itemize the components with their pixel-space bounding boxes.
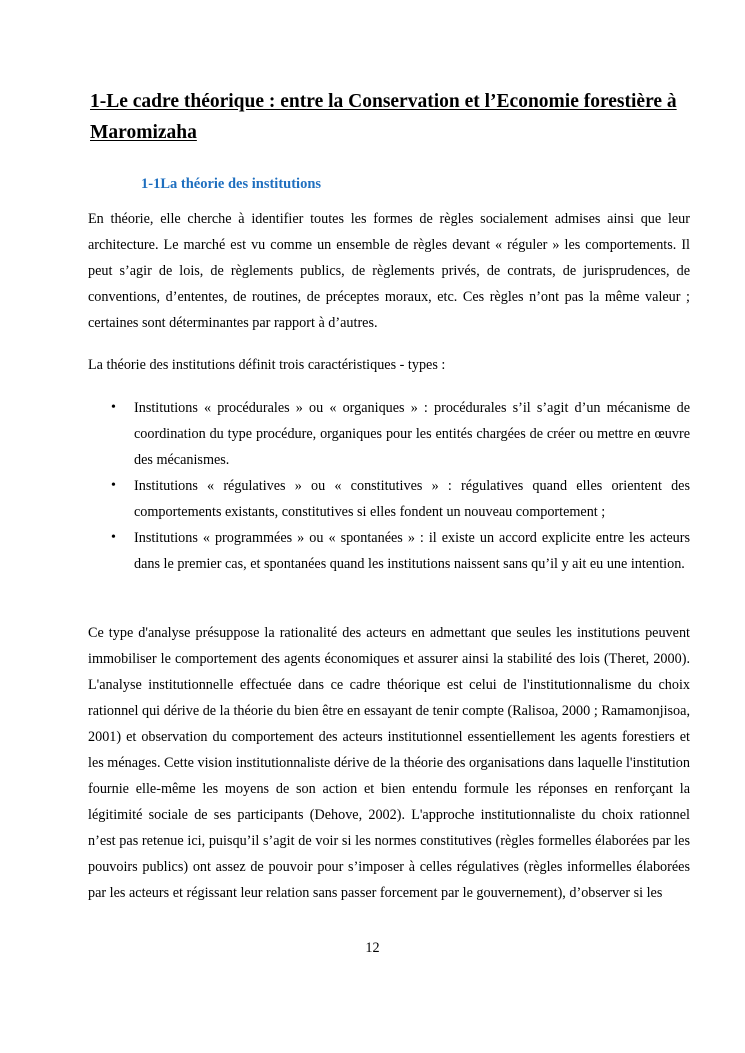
list-item-text: Institutions « procédurales » ou « organiques » : procédurales s’il s’agit d’un mécanisme de coordination du type procédure, organiques pour les entités chargées de créer ou mettre en œuvre des mécanismes. — [134, 400, 690, 468]
bullet-icon: • — [111, 478, 116, 493]
list-item — [88, 473, 690, 525]
paragraph-types-intro: La théorie des institutions définit trois caractéristiques - types : — [88, 357, 446, 373]
bullet-icon: • — [111, 400, 116, 415]
list-item-text: Institutions « régulatives » ou « constitutives » : régulatives quand elles orientent des comportements existants, constitutives si elles fondent un nouveau comportement ; — [134, 478, 690, 520]
list-item — [88, 395, 690, 473]
paragraph-intro: En théorie, elle cherche à identifier toutes les formes de règles socialement admises ainsi que leur architecture. Le marché est vu comme un ensemble de règles devant « réguler » les comportements. Il peut s’agir de lois, de règlements publics, de règlements privés, de contrats, de jurisprudences, de conventions, d’ententes, de routines, de préceptes moraux, etc. Ces règles n’ont pas la même valeur ; certaines sont déterminantes par rapport à d’autres. — [88, 211, 690, 331]
page-number: 12 — [365, 940, 380, 956]
paragraph-analysis: Ce type d'analyse présuppose la rationalité des acteurs en admettant que seules les institutions peuvent immobiliser le comportement des agents économiques et assurer ainsi la stabilité des lois (Theret, 2000). L'analyse institutionnelle effectuée dans ce cadre théorique est celui de l'institutionnalisme du choix rationnel qui dérive de la théorie du bien être en essayant de tenir compte (Ralisoa, 2000 ; Ramamonjisoa, 2001) et observation du comportement des acteurs institutionnel essentiellement les agents forestiers et les ménages. Cette vision institutionnaliste dérive de la théorie des organisations dans laquelle l'institution fournie elle-même les moyens de son action et bien entendu formule les réponses en renforçant la légitimité sociale de ses participants (Dehove, 2002). L'approche institutionnaliste du choix rationnel n’est pas retenue ici, puisqu’il s’agit de voir si les normes constitutives (règles formelles élaborées par les pouvoirs publics) ont assez de pouvoir pour s’imposer à celles régulatives (règles informelles élaborées par les acteurs et régissant leur relation sans passer forcement par le gouvernement), d’observer si les — [88, 625, 690, 901]
list-item-text: Institutions « programmées » ou « spontanées » : il existe un accord explicite entre les acteurs dans le premier cas, et spontanées quand les institutions naissent sans qu’il y ait eu une intention. — [134, 530, 690, 572]
institution-types-list — [88, 395, 690, 577]
section-heading: 1-Le cadre théorique : entre la Conservation et l’Economie forestière à Maromizaha — [90, 91, 677, 143]
list-item — [88, 525, 690, 577]
subsection-heading: 1-1La théorie des institutions — [141, 176, 322, 192]
bullet-icon: • — [111, 530, 116, 545]
